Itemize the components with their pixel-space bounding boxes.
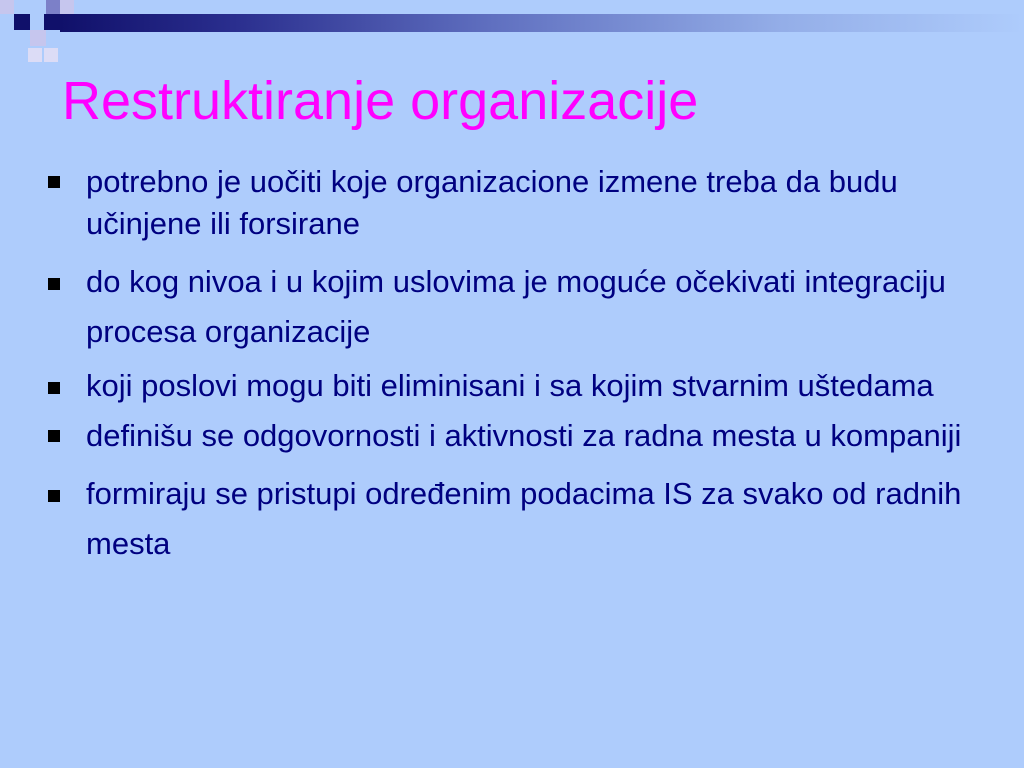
square-bullet-icon <box>48 430 60 442</box>
slide-title: Restruktiranje organizacije <box>62 71 699 131</box>
square-bullet-icon <box>48 278 60 290</box>
header-gradient-band <box>60 14 1024 32</box>
bullet-item <box>48 469 998 569</box>
bullet-item <box>48 257 998 357</box>
decorative-square <box>44 14 60 30</box>
decorative-square <box>14 14 30 30</box>
decorative-square <box>60 0 74 14</box>
bullet-text: formiraju se pristupi određenim podacima IS za svako od radnih mesta <box>86 476 962 561</box>
decorative-square <box>30 30 46 46</box>
bullet-text: do kog nivoa i u kojim uslovima je moguće očekivati integraciju procesa organizacije <box>86 264 946 349</box>
decorative-square <box>0 0 14 14</box>
bullet-item <box>48 415 998 457</box>
decorative-square <box>46 0 60 14</box>
square-bullet-icon <box>48 382 60 394</box>
bullet-text: koji poslovi mogu biti eliminisani i sa kojim stvarnim uštedama <box>86 368 934 403</box>
bullet-item <box>48 161 998 245</box>
square-bullet-icon <box>48 176 60 188</box>
bullet-list <box>48 161 998 573</box>
decorative-square <box>28 48 42 62</box>
bullet-item <box>48 361 998 411</box>
bullet-text: potrebno je uočiti koje organizacione izmene treba da budu učinjene ili forsirane <box>86 164 898 241</box>
decorative-square <box>44 48 58 62</box>
bullet-text: definišu se odgovornosti i aktivnosti za radna mesta u kompaniji <box>86 418 962 453</box>
square-bullet-icon <box>48 490 60 502</box>
